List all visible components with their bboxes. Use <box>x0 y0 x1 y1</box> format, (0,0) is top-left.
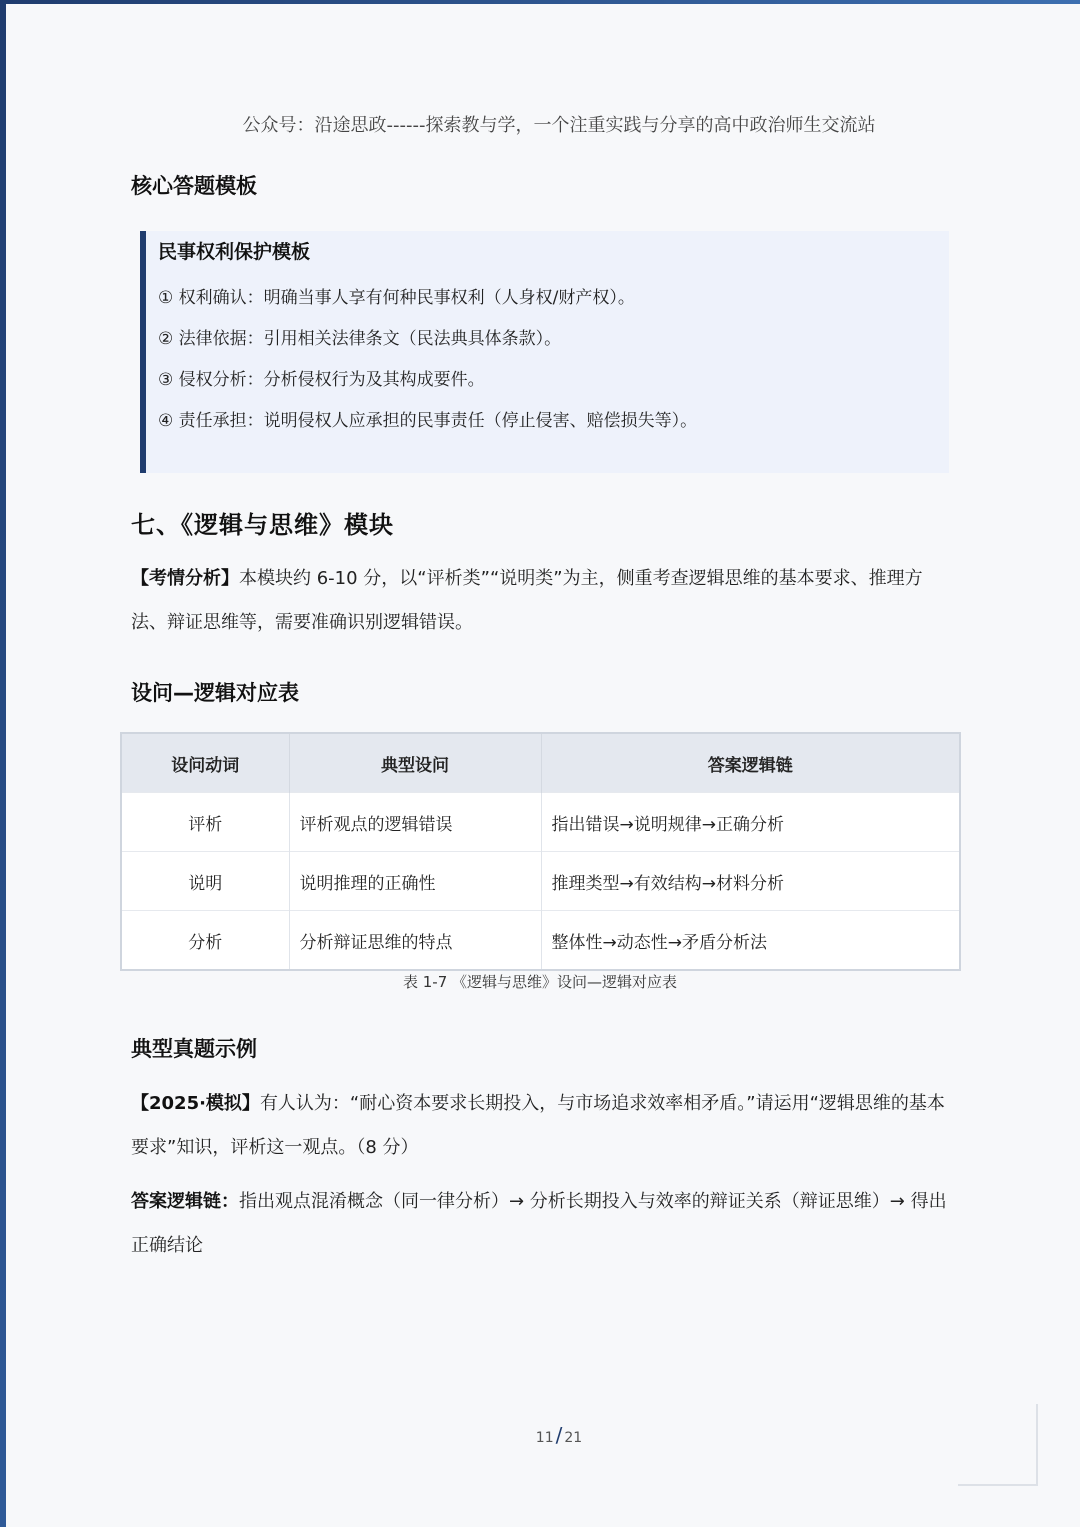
table-header-cell: 典型设问 <box>289 733 541 793</box>
table-row <box>121 793 960 852</box>
template-item: ① 权利确认：明确当事人享有何种民事权利（人身权/财产权）。 <box>158 288 635 308</box>
table-cell: 评析观点的逻辑错误 <box>289 793 541 852</box>
page-left-border <box>0 0 6 1527</box>
page-number <box>0 1423 1080 1447</box>
template-item: ② 法律依据：引用相关法律条文（民法典具体条款）。 <box>158 329 562 349</box>
page-total: 21 <box>564 1430 583 1446</box>
logic-table <box>120 732 961 971</box>
example-text: 有人认为：“耐心资本要求长期投入，与市场追求效率相矛盾。”请运用“逻辑思维的基本要求”知识，评析这一观点。（8 分） <box>131 1093 945 1158</box>
answer-label: 答案逻辑链： <box>131 1191 239 1212</box>
page-separator: / <box>555 1423 563 1447</box>
template-box <box>140 231 949 473</box>
table-cell: 分析 <box>121 911 289 971</box>
table-header-cell: 设问动词 <box>121 733 289 793</box>
analysis-text: 本模块约 6-10 分，以“评析类”“说明类”为主，侧重考查逻辑思维的基本要求、推理方法、辩证思维等，需要准确识别逻辑错误。 <box>131 568 923 633</box>
corner-mark <box>958 1484 1038 1486</box>
template-item: ③ 侵权分析：分析侵权行为及其构成要件。 <box>158 370 485 390</box>
table-row <box>121 911 960 971</box>
template-title: 民事权利保护模板 <box>158 241 311 263</box>
page-header: 公众号：沿途思政------探索教与学，一个注重实践与分享的高中政治师生交流站 <box>242 115 876 136</box>
chapter-title: 七、《逻辑与思维》模块 <box>131 511 394 539</box>
table-caption: 表 1-7 《逻辑与思维》设问—逻辑对应表 <box>402 973 678 991</box>
table-cell: 指出错误→说明规律→正确分析 <box>541 793 960 852</box>
example-label: 【2025·模拟】 <box>131 1093 260 1114</box>
table-cell: 分析辩证思维的特点 <box>289 911 541 971</box>
table-cell: 说明推理的正确性 <box>289 852 541 911</box>
table-cell: 说明 <box>121 852 289 911</box>
table-cell: 整体性→动态性→矛盾分析法 <box>541 911 960 971</box>
corner-mark <box>1036 1404 1038 1486</box>
table-row <box>121 852 960 911</box>
table-cell: 推理类型→有效结构→材料分析 <box>541 852 960 911</box>
table-cell: 评析 <box>121 793 289 852</box>
page-current: 11 <box>535 1430 554 1446</box>
section-title-table: 设问—逻辑对应表 <box>131 681 299 705</box>
template-item: ④ 责任承担：说明侵权人应承担的民事责任（停止侵害、赔偿损失等）。 <box>158 411 698 431</box>
answer-text: 指出观点混淆概念（同一律分析）→ 分析长期投入与效率的辩证关系（辩证思维）→ 得出正确结论 <box>131 1191 947 1256</box>
analysis-label: 【考情分析】 <box>131 568 239 589</box>
page-top-border <box>0 0 1080 4</box>
answer-paragraph <box>131 1180 951 1268</box>
table-header-row <box>121 733 960 793</box>
section-title-core-template: 核心答题模板 <box>131 174 257 198</box>
table-header-cell: 答案逻辑链 <box>541 733 960 793</box>
analysis-paragraph <box>131 557 951 645</box>
section-title-example: 典型真题示例 <box>131 1037 257 1061</box>
example-paragraph <box>131 1082 951 1170</box>
